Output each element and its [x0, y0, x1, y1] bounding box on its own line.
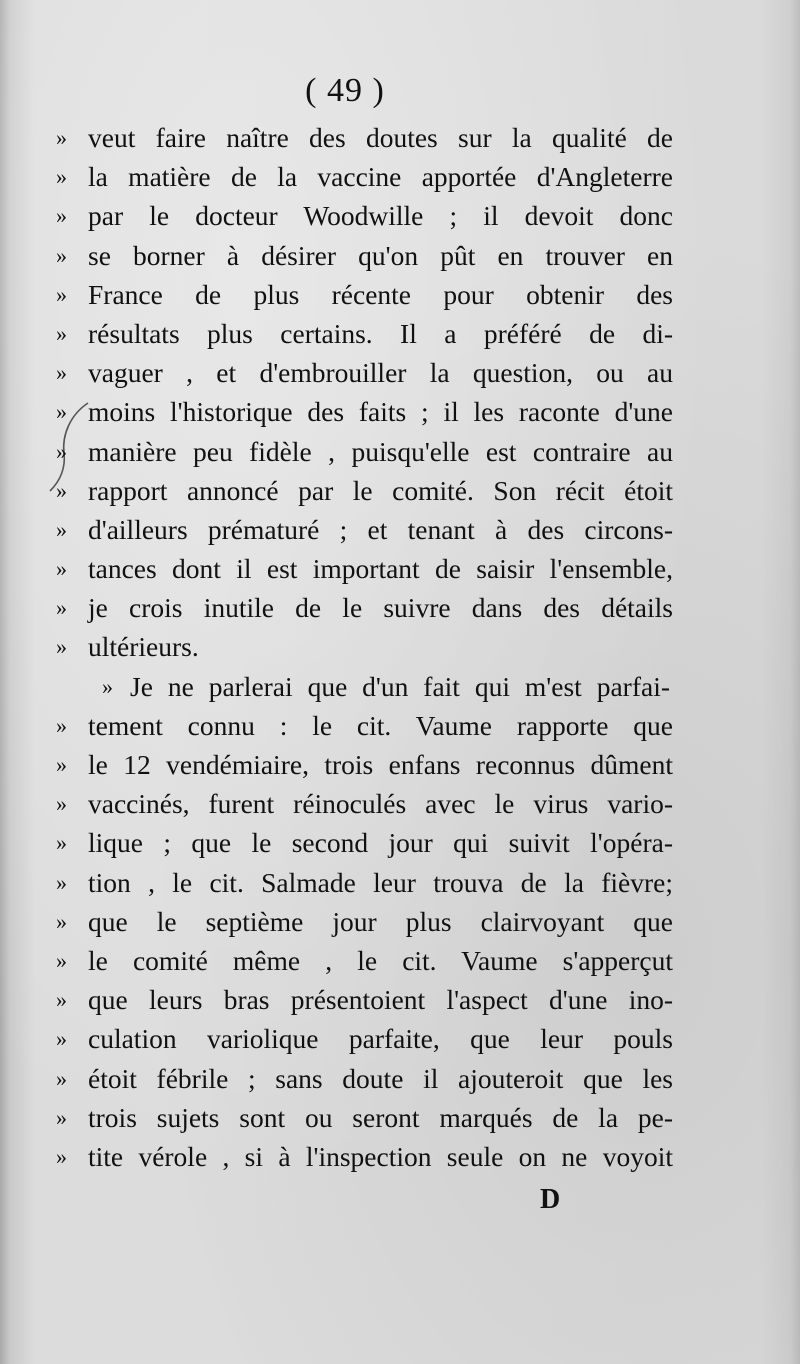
text-line	[0, 392, 800, 431]
line-text: rapport annoncé par le comité. Son récit étoit	[88, 474, 673, 506]
line-text: la matière de la vaccine apportée d'Angleterre	[88, 161, 673, 193]
text-line	[0, 1059, 800, 1098]
line-text: je crois inutile de le suivre dans des détails	[88, 592, 673, 624]
quote-mark: »	[56, 320, 67, 346]
line-text: veut faire naître des doutes sur la qualité de	[88, 122, 673, 153]
line-text: vaguer , et d'embrouiller la question, ou au	[88, 357, 673, 389]
text-line	[0, 510, 800, 549]
line-text: étoit fébrile ; sans doute il ajouteroit que les	[88, 1062, 673, 1094]
quote-mark: »	[56, 947, 67, 973]
text-line	[0, 823, 800, 862]
quote-mark: »	[56, 987, 67, 1013]
text-line	[0, 118, 800, 157]
text-line	[0, 902, 800, 941]
text-line	[0, 1137, 800, 1176]
printer-signature-mark: D	[540, 1184, 561, 1215]
quote-mark: »	[56, 477, 67, 503]
line-text: d'ailleurs prématuré ; et tenant à des circons-	[88, 513, 673, 545]
quote-mark: »	[56, 242, 67, 268]
quote-mark: »	[56, 791, 67, 817]
text-line	[0, 157, 800, 196]
quote-mark: »	[56, 1026, 67, 1052]
quote-mark: »	[56, 752, 67, 777]
quote-mark: »	[102, 673, 113, 699]
line-text: culation variolique parfaite, que leur pouls	[88, 1023, 673, 1055]
quote-mark: »	[56, 360, 67, 386]
quote-mark: »	[56, 516, 67, 542]
quote-mark: »	[56, 908, 67, 934]
quote-mark: »	[56, 281, 67, 307]
quote-mark: »	[56, 830, 67, 856]
line-text: vaccinés, furent réinoculés avec le virus vario-	[88, 788, 673, 820]
text-line	[0, 432, 800, 471]
line-text: lique ; que le second jour qui suivit l'opéra-	[88, 827, 673, 859]
text-line	[0, 941, 800, 980]
line-text: ultérieurs.	[88, 631, 199, 663]
paragraph-first-line	[0, 667, 800, 706]
line-text: manière peu fidèle , puisqu'elle est contraire au	[88, 435, 673, 467]
text-line	[0, 471, 800, 510]
line-text: trois sujets sont ou seront marqués de la pe-	[88, 1101, 673, 1133]
line-text: tion , le cit. Salmade leur trouva de la fièvre;	[88, 866, 673, 898]
quote-mark: »	[56, 634, 67, 660]
line-text: que le septième jour plus clairvoyant que	[88, 905, 673, 937]
text-line	[0, 1019, 800, 1058]
text-line	[0, 196, 800, 235]
page-number: ( 49 )	[305, 72, 385, 109]
line-text: tite vérole , si à l'inspection seule on ne voyoit	[88, 1140, 673, 1172]
line-text: le comité même , le cit. Vaume s'apperçut	[88, 944, 673, 976]
text-body	[0, 118, 800, 1176]
quote-mark: »	[56, 1065, 67, 1091]
line-text: tement connu : le cit. Vaume rapporte que	[88, 709, 673, 741]
text-line	[0, 706, 800, 745]
text-line	[0, 1098, 800, 1137]
text-line	[0, 627, 800, 666]
line-text: tances dont il est important de saisir l'ensemble,	[88, 553, 673, 585]
quote-mark: »	[56, 125, 67, 150]
line-text: se borner à désirer qu'on pût en trouver en	[88, 239, 673, 271]
text-line	[0, 863, 800, 902]
text-line	[0, 236, 800, 275]
text-line	[0, 980, 800, 1019]
quote-mark: »	[56, 203, 67, 229]
line-text: France de plus récente pour obtenir des	[88, 278, 673, 310]
text-line	[0, 275, 800, 314]
line-text: que leurs bras présentoient l'aspect d'une ino-	[88, 984, 673, 1016]
quote-mark: »	[56, 164, 67, 190]
line-text: par le docteur Woodwille ; il devoit donc	[88, 200, 673, 232]
text-line	[0, 353, 800, 392]
line-text: le 12 vendémiaire, trois enfans reconnus dûment	[88, 749, 673, 780]
quote-mark: »	[56, 399, 67, 425]
text-line	[0, 314, 800, 353]
quote-mark: »	[56, 1143, 67, 1169]
line-text: moins l'historique des faits ; il les raconte d'une	[88, 396, 673, 428]
text-line	[0, 745, 800, 784]
line-text: Je ne parlerai que d'un fait qui m'est parfai-	[130, 670, 670, 702]
quote-mark: »	[56, 595, 67, 621]
text-line	[0, 588, 800, 627]
line-text: résultats plus certains. Il a préféré de di-	[88, 317, 673, 349]
quote-mark: »	[56, 556, 67, 582]
quote-mark: »	[56, 712, 67, 738]
quote-mark: »	[56, 1104, 67, 1130]
text-line	[0, 784, 800, 823]
text-line	[0, 549, 800, 588]
quote-mark: »	[56, 438, 67, 464]
quote-mark: »	[56, 869, 67, 895]
